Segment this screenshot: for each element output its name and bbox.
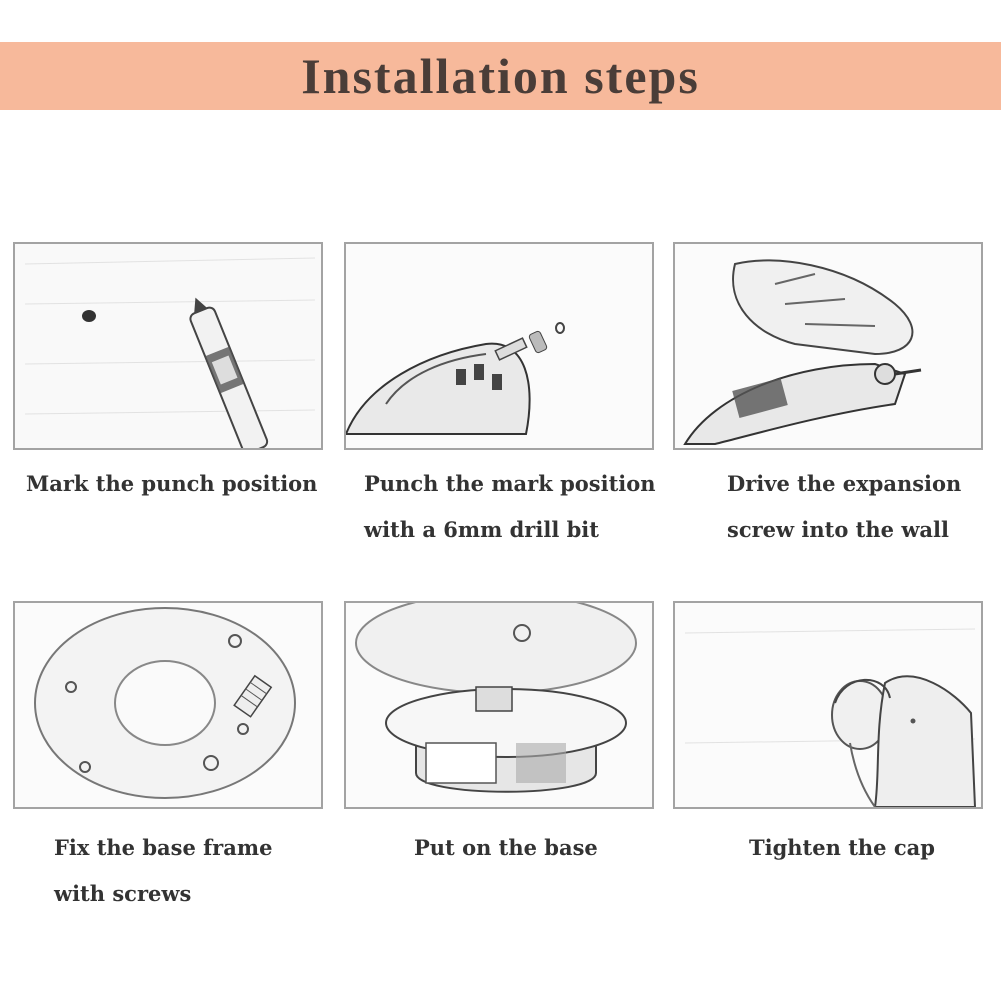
step-1-caption [26, 461, 317, 507]
step-6-caption-line-1: Tighten the cap [749, 835, 935, 860]
step-2-caption [364, 461, 656, 553]
step-4-caption-line-1: Fix the base frame [54, 835, 273, 860]
step-5-caption [414, 825, 598, 871]
step-3-illustration [673, 242, 983, 450]
step-5-illustration [344, 601, 654, 809]
step-1-caption-line-1: Mark the punch position [26, 471, 318, 496]
step-3-caption [727, 461, 961, 553]
step-2-caption-line-2: with a 6mm drill bit [364, 517, 599, 542]
step-3-caption-line-2: screw into the wall [727, 517, 949, 542]
page-title: Installation steps [301, 48, 700, 104]
step-1-illustration [13, 242, 323, 450]
step-6-caption [749, 825, 935, 871]
step-4-caption [54, 825, 272, 917]
header-banner [0, 42, 1001, 110]
step-2-illustration [344, 242, 654, 450]
step-2-caption-line-1: Punch the mark position [364, 471, 656, 496]
step-4-illustration [13, 601, 323, 809]
step-4-caption-line-2: with screws [54, 881, 192, 906]
step-3-caption-line-1: Drive the expansion [727, 471, 962, 496]
step-5-caption-line-1: Put on the base [414, 835, 598, 860]
step-6-illustration [673, 601, 983, 809]
